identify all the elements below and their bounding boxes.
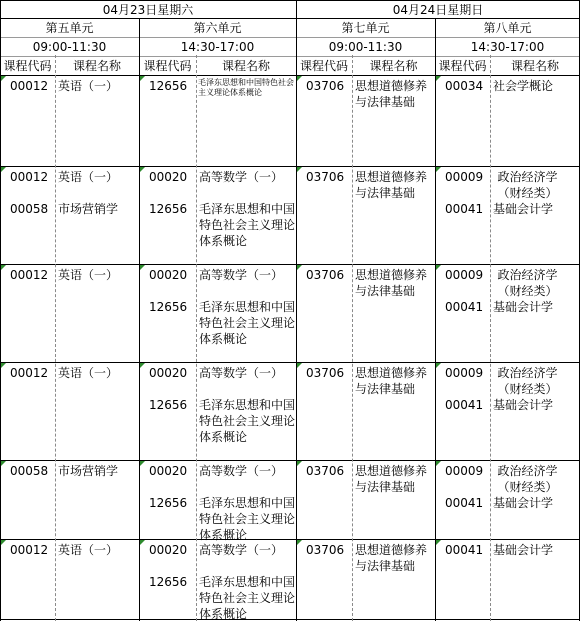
u6-course-code: 00020 xyxy=(149,170,188,184)
u5-course-code: 00012 xyxy=(10,79,49,93)
u8-course-code: 00041 xyxy=(445,496,484,510)
u5-course-name: 英语（一） xyxy=(58,79,119,93)
u7-course-code: 03706 xyxy=(306,464,345,478)
u5-course-name: 英语（一） xyxy=(58,170,119,184)
unit-5-header: 第五单元 xyxy=(45,21,94,35)
grid-line xyxy=(0,539,580,540)
u5-course-name: 英语（一） xyxy=(58,543,119,557)
cell-marker xyxy=(297,167,302,172)
cell-marker xyxy=(1,265,6,270)
cell-marker xyxy=(1,363,6,368)
u8-name-header: 课程名称 xyxy=(510,59,559,73)
cell-marker xyxy=(140,76,145,81)
grid-line xyxy=(55,55,56,621)
cell-marker xyxy=(436,461,441,466)
u8-course-name: 政治经济学（财经类） xyxy=(497,268,558,298)
cell-marker xyxy=(140,265,145,270)
date-header-sun: 04月24日星期日 xyxy=(392,3,484,17)
u7-course-name: 思想道德修养与法律基础 xyxy=(355,366,428,396)
u7-course-name: 思想道德修养与法律基础 xyxy=(355,268,428,298)
cell-marker xyxy=(1,461,6,466)
u6-course-code: 12656 xyxy=(149,575,188,589)
u6-course-name: 高等数学（一） xyxy=(199,464,284,478)
grid-line xyxy=(0,264,580,265)
cell-marker xyxy=(140,167,145,172)
u8-course-code: 00041 xyxy=(445,543,484,557)
cell-marker xyxy=(436,76,441,81)
grid-line xyxy=(139,18,140,621)
u5-course-code: 00012 xyxy=(10,366,49,380)
grid-line xyxy=(0,166,580,167)
cell-marker xyxy=(297,461,302,466)
cell-marker xyxy=(436,540,441,545)
u6-course-name: 毛泽东思想和中国特色社会主义理论体系概论 xyxy=(199,398,296,444)
u7-course-code: 03706 xyxy=(306,170,345,184)
u8-course-code: 00009 xyxy=(445,268,484,282)
grid-line xyxy=(296,0,297,621)
cell-marker xyxy=(1,167,6,172)
grid-line xyxy=(0,619,580,620)
grid-line xyxy=(435,18,436,621)
u7-course-code: 03706 xyxy=(306,366,345,380)
unit-6-time: 14:30-17:00 xyxy=(180,40,255,54)
u6-name-header: 课程名称 xyxy=(221,59,270,73)
unit-8-time: 14:30-17:00 xyxy=(470,40,545,54)
cell-marker xyxy=(436,167,441,172)
u6-course-code: 00020 xyxy=(149,268,188,282)
cell-marker xyxy=(436,363,441,368)
cell-marker xyxy=(1,76,6,81)
u6-code-header: 课程代码 xyxy=(143,59,192,73)
u6-course-name: 毛泽东思想和中国特色社会主义理论体系概论 xyxy=(199,202,296,248)
unit-7-time: 09:00-11:30 xyxy=(328,40,403,54)
u5-course-code: 00012 xyxy=(10,268,49,282)
u8-code-header: 课程代码 xyxy=(438,59,487,73)
u5-course-code: 00012 xyxy=(10,543,49,557)
cell-marker xyxy=(140,461,145,466)
cell-marker xyxy=(1,540,6,545)
cell-marker xyxy=(140,363,145,368)
u6-course-name: 毛泽东思想和中国特色社会主义理论体系概论 xyxy=(199,496,296,542)
grid-line xyxy=(490,55,491,621)
u5-course-name: 英语（一） xyxy=(58,366,119,380)
u8-course-name: 基础会计学 xyxy=(493,398,554,412)
cell-marker xyxy=(297,540,302,545)
grid-line xyxy=(352,55,353,621)
u8-course-name: 基础会计学 xyxy=(493,300,554,314)
u6-course-name: 高等数学（一） xyxy=(199,170,284,184)
u7-course-code: 03706 xyxy=(306,79,345,93)
u5-course-code: 00012 xyxy=(10,170,49,184)
u8-course-code: 00041 xyxy=(445,398,484,412)
u6-course-name: 高等数学（一） xyxy=(199,543,284,557)
u7-course-name: 思想道德修养与法律基础 xyxy=(355,543,428,573)
unit-6-header: 第六单元 xyxy=(193,21,242,35)
cell-marker xyxy=(297,76,302,81)
u6-course-code: 12656 xyxy=(149,300,188,314)
u8-course-name: 基础会计学 xyxy=(493,496,554,510)
unit-7-header: 第七单元 xyxy=(341,21,390,35)
u8-course-name: 社会学概论 xyxy=(493,79,554,93)
grid-line xyxy=(0,460,580,461)
grid-line xyxy=(0,362,580,363)
u8-course-name: 基础会计学 xyxy=(493,543,554,557)
u8-course-code: 00009 xyxy=(445,464,484,478)
u8-course-name: 政治经济学（财经类） xyxy=(497,170,558,200)
grid-line xyxy=(0,56,580,57)
grid-line xyxy=(196,55,197,621)
cell-marker xyxy=(436,265,441,270)
u8-course-code: 00034 xyxy=(445,79,484,93)
u6-course-code: 12656 xyxy=(149,79,188,93)
u8-course-code: 00041 xyxy=(445,300,484,314)
u8-course-name: 基础会计学 xyxy=(493,202,554,216)
grid-line xyxy=(0,37,580,38)
date-header-sat: 04月23日星期六 xyxy=(102,3,194,17)
u6-course-name: 毛泽东思想和中国特色社会主义理论体系概论 xyxy=(199,300,296,346)
u6-course-code: 12656 xyxy=(149,496,188,510)
grid-line xyxy=(0,0,1,621)
u6-course-name: 高等数学（一） xyxy=(199,268,284,282)
u5-course-name: 市场营销学 xyxy=(58,202,119,216)
u6-course-code: 12656 xyxy=(149,202,188,216)
u6-course-code: 00020 xyxy=(149,366,188,380)
grid-line xyxy=(0,18,580,19)
u6-course-code: 12656 xyxy=(149,398,188,412)
cell-marker xyxy=(140,540,145,545)
u7-course-name: 思想道德修养与法律基础 xyxy=(355,170,428,200)
u5-code-header: 课程代码 xyxy=(3,59,52,73)
u8-course-name: 政治经济学（财经类） xyxy=(497,464,558,494)
u6-course-name: 毛泽东思想和中国特色社会主义理论体系概论 xyxy=(198,78,294,97)
u6-course-name: 毛泽东思想和中国特色社会主义理论体系概论 xyxy=(199,575,296,621)
u8-course-code: 00009 xyxy=(445,170,484,184)
cell-marker xyxy=(297,363,302,368)
cell-marker xyxy=(297,265,302,270)
u7-course-code: 03706 xyxy=(306,543,345,557)
u8-course-name: 政治经济学（财经类） xyxy=(497,366,558,396)
u6-course-code: 00020 xyxy=(149,543,188,557)
u5-course-name: 英语（一） xyxy=(58,268,119,282)
u5-course-code: 00058 xyxy=(10,464,49,478)
u8-course-code: 00009 xyxy=(445,366,484,380)
u6-course-name: 高等数学（一） xyxy=(199,366,284,380)
u6-course-code: 00020 xyxy=(149,464,188,478)
u5-course-name: 市场营销学 xyxy=(58,464,119,478)
u7-course-name: 思想道德修养与法律基础 xyxy=(355,464,428,494)
u7-code-header: 课程代码 xyxy=(299,59,348,73)
unit-8-header: 第八单元 xyxy=(483,21,532,35)
grid-line xyxy=(0,75,580,76)
u5-course-code: 00058 xyxy=(10,202,49,216)
u7-course-code: 03706 xyxy=(306,268,345,282)
unit-5-time: 09:00-11:30 xyxy=(32,40,107,54)
u8-course-code: 00041 xyxy=(445,202,484,216)
u7-name-header: 课程名称 xyxy=(369,59,418,73)
u5-name-header: 课程名称 xyxy=(72,59,121,73)
grid-line xyxy=(0,0,580,1)
u7-course-name: 思想道德修养与法律基础 xyxy=(355,79,428,109)
